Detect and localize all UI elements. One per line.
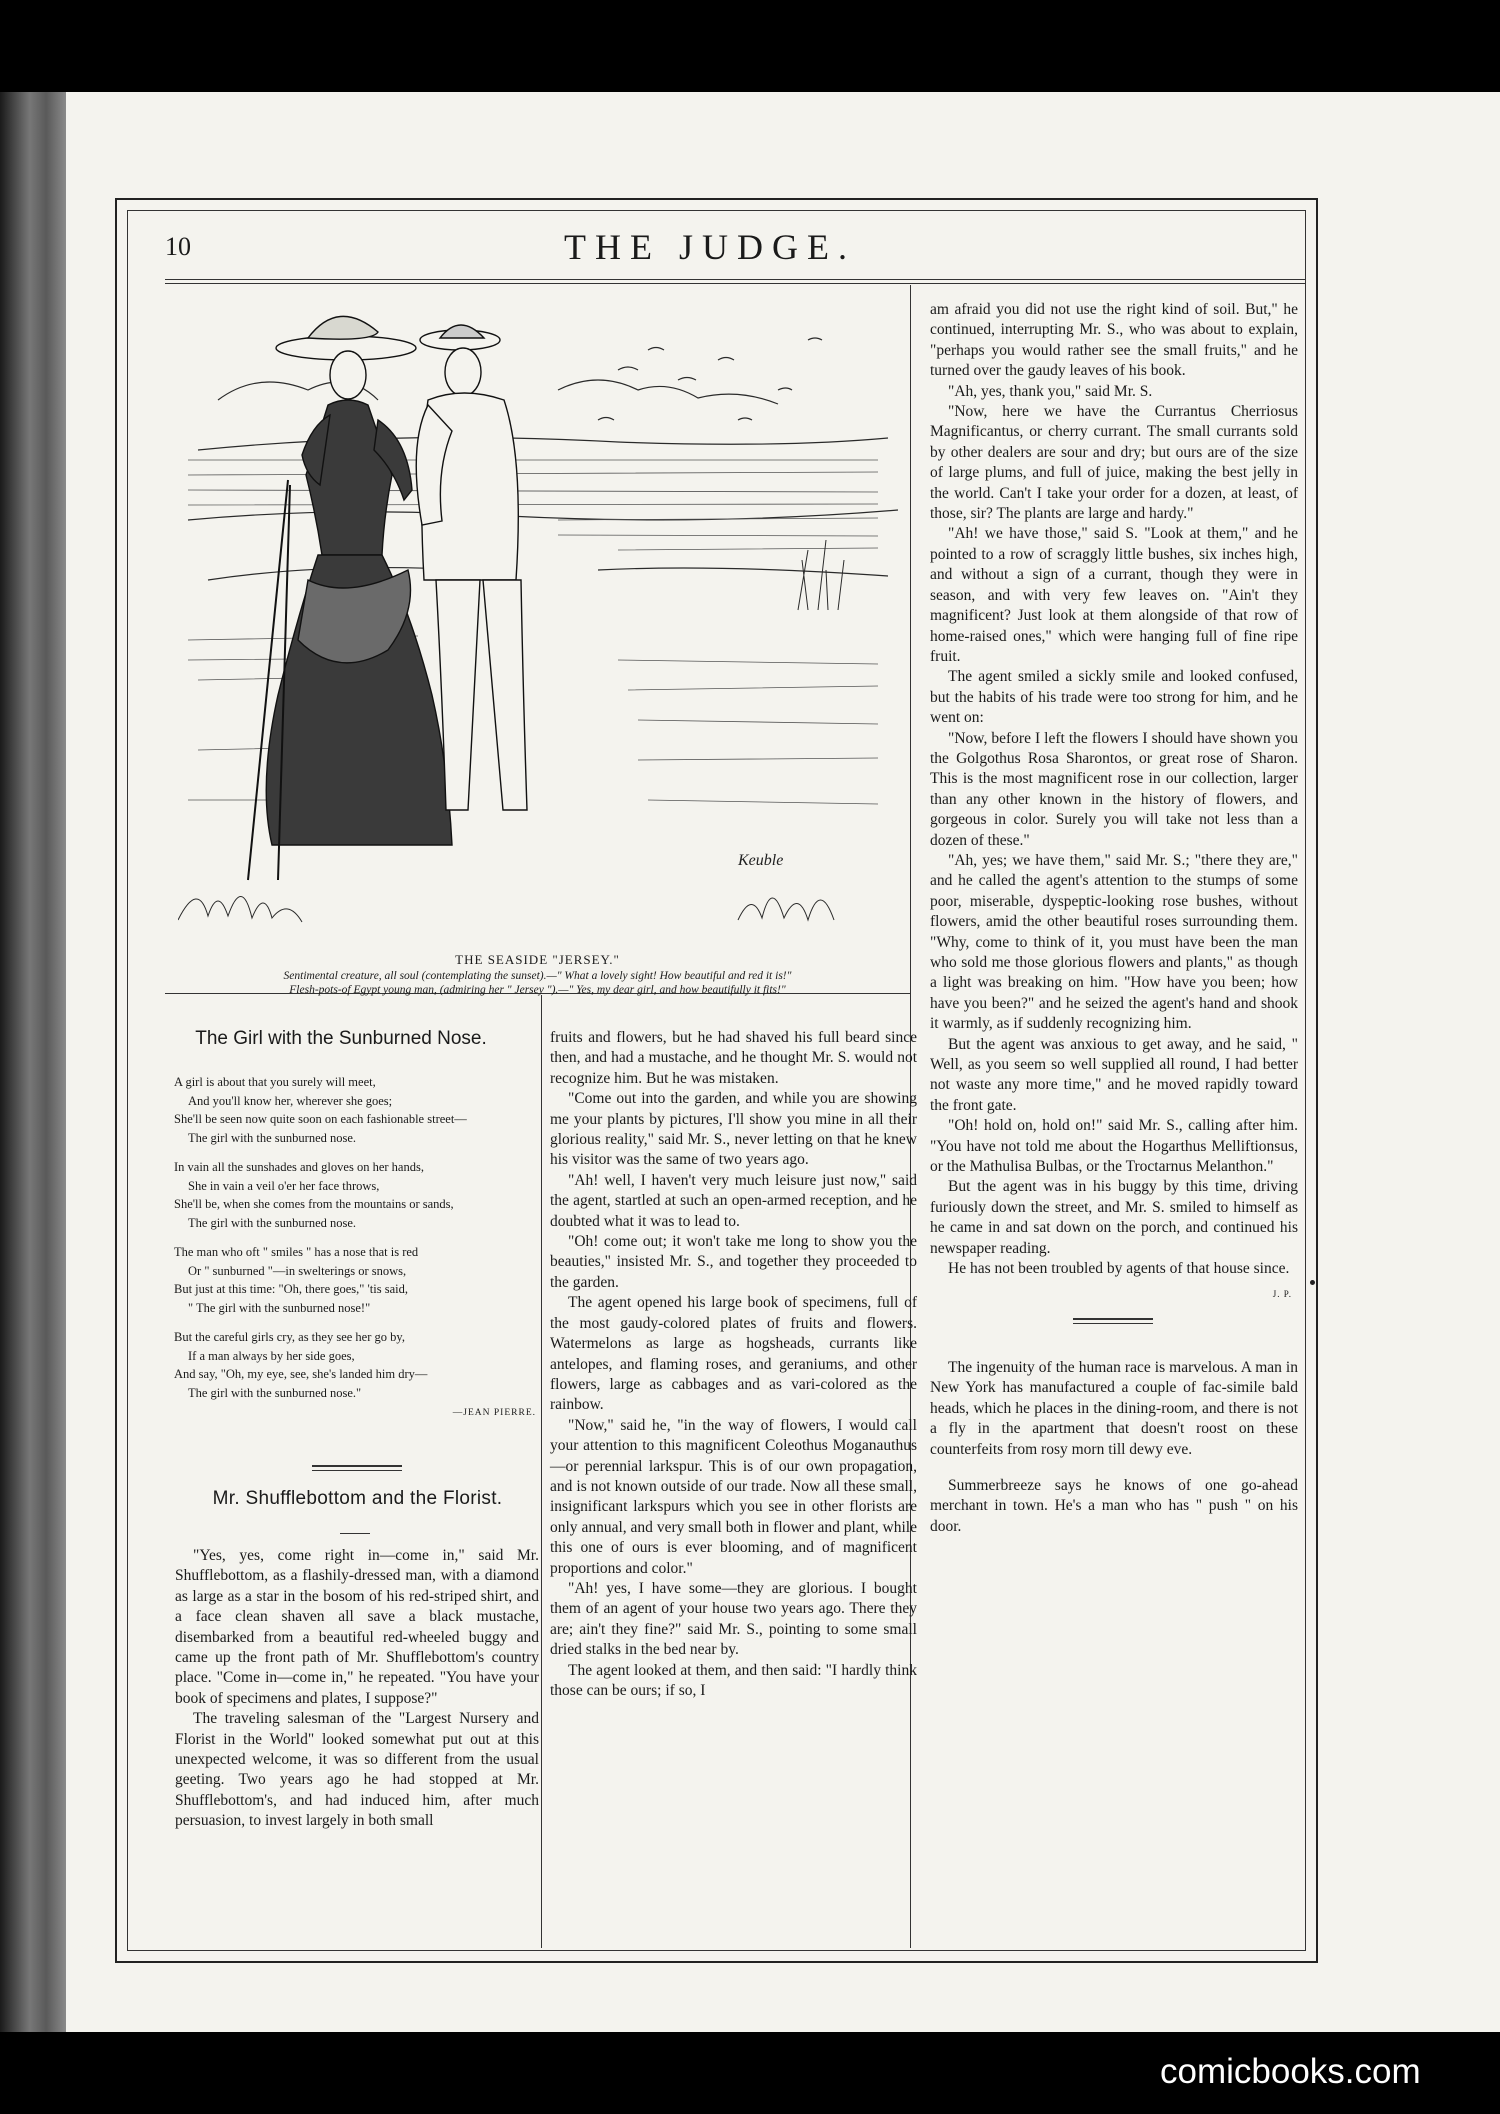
story-column-2 — [550, 1028, 917, 1701]
story-paragraph: He has not been troubled by agents of that house since. — [948, 1260, 1290, 1278]
story-paragraph: The traveling salesman of the "Largest Nursery and Florist in the World" looked somewhat put out at this unexpected welcome, it was so different from the usual geeting. Two years ago he had stopped at Mr. Shufflebottom's, and had induced him, after much persuasion, to invest largely in both small — [175, 1710, 539, 1830]
story-paragraph: "Oh! hold on, hold on!" said Mr. S., calling after him. "You have not told me about the Hogarthus Melliftionsus, or the Mathulisa Bulbas, or the Troctarnus Melanthon." — [930, 1117, 1298, 1176]
poem-body — [174, 1073, 536, 1434]
poem-line: " The girl with the sunburned nose!" — [188, 1300, 371, 1315]
poem-line: The man who oft " smiles " has a nose that is red — [174, 1245, 419, 1259]
poem-line: In vain all the sunshades and gloves on her hands, — [174, 1160, 424, 1174]
story-paragraph: fruits and flowers, but he had shaved his full beard since then, and had a mustache, and he thought Mr. S. would not recognize him. But he was mistaken. — [550, 1029, 917, 1087]
poem-line: But just at this time: "Oh, there goes," 'tis said, — [174, 1282, 408, 1296]
story-paragraph: But the agent was in his buggy by this time, driving furiously down the street, and Mr. S. smiled to himself as he came in and sat down on the porch, and continued his newspaper reading. — [930, 1178, 1298, 1257]
section-divider-thin — [312, 1470, 402, 1471]
story-paragraph: "Ah! well, I haven't very much leisure just now," said the agent, startled at such an open-armed reception, and he doubted what it was to lead to. — [550, 1171, 917, 1230]
story-paragraph: The agent opened his large book of specimens, full of the most gaudy-colored plates of fruits and flowers. Watermelons as large as hogsheads, currants like antelopes, and flaming roses, and geraniums, and other flowers, large as cabbages and as vari-colored as the rainbow. — [550, 1294, 917, 1414]
title-dash — [340, 1533, 370, 1534]
poem-title: The Girl with the Sunburned Nose. — [195, 1028, 487, 1049]
section-divider — [312, 1465, 402, 1467]
illustration-caption-title: THE SEASIDE "JERSEY." — [455, 952, 620, 967]
watermark-text: comicbooks.com — [1160, 2052, 1421, 2091]
poem-stanza — [174, 1243, 536, 1317]
poem-line: Or " sunburned "—in swelterings or snows, — [188, 1263, 407, 1278]
poem-line: If a man always by her side goes, — [188, 1348, 355, 1363]
story-paragraph: "Now, before I left the flowers I should have shown you the Golgothus Rosa Sharontos, or great rose of Sharon. This is the most magnificent rose in our collection, larger than any other known in the history of flowers, and gorgeous in color. Surely you will take not less than a dozen of these." — [930, 729, 1298, 849]
news-item-bald-heads: The ingenuity of the human race is marvelous. A man in New York has manufactured a couple of fac-simile bald heads, which he places in the dining-room, and there is not a fly in the apartment that doesn't roost on these counterfeits from rosy morn till dewy eve. — [930, 1358, 1298, 1458]
news-item-summerbreeze: Summerbreeze says he knows of one go-ahead merchant in town. He's a man who has " push " on his door. — [930, 1476, 1298, 1535]
poem-signature: —JEAN PIERRE. — [452, 1408, 536, 1418]
story-paragraph: "Now," said he, "in the way of flowers, I would call your attention to this magnificent Coleothus Moganauthus—or perennial larkspur. This is of our own propagation, and is not known outside of our trade. Now all these small, insignificant larkspurs which you see in other florists are only annual, and very small both in flower and plant, while this one of ours is ever blooming, and of magnificent proportions and color." — [550, 1416, 917, 1577]
page-number: 10 — [165, 232, 191, 261]
story-paragraph: "Ah! yes, I have some—they are glorious. I bought them of an agent of your house two years ago. There they are; ain't they fine?" said Mr. S., pointing to some small dried stalks in the bed near by. — [550, 1579, 917, 1659]
story-paragraph: "Ah, yes; we have them," said Mr. S.; "there they are," and he called the agent's attention to the stumps of some poor, miserable, dyspeptic-looking rose bushes, without flowers, amid the other beautiful roses surrounding them. "Why, come to think of it, you must have been the man who sold me those glorious flowers and plants," as though a light was breaking on him. "How have you been; how have you been?" and he seized the agent's hand and shook it warmly, as if suddenly recognizing him. — [930, 851, 1298, 1033]
poem-line: The girl with the sunburned nose." — [188, 1385, 362, 1400]
poem-line: She'll be, when she comes from the mountains or sands, — [174, 1197, 454, 1211]
section-divider — [930, 1312, 1298, 1334]
seaside-jersey-illustration — [178, 280, 898, 945]
poem-stanza — [174, 1158, 536, 1232]
story-paragraph: "Now, here we have the Currantus Cherriosus Magnificantus, or cherry currant. The small currants sold by other dealers are sour and dry; but ours are of the size of large plums, and full of juice, making the best jelly in the world. Can't I take your order for a dozen, at least, of those, sir? The plants are large and hardy." — [930, 403, 1298, 523]
story-paragraph: "Ah! we have those," said S. "Look at them," and he pointed to a row of scraggly little bushes, six inches high, and without a sign of a currant, though they were in season, and with very few leaves on. "Ain't they magnificent? Just look at them alongside of that row of home-raised ones," which were hanging full of fine ripe fruit. — [930, 525, 1298, 665]
story-column-1 — [175, 1546, 539, 1832]
stray-mark — [1310, 1280, 1315, 1285]
poem-line: She'll be seen now quite soon on each fashionable street— — [174, 1112, 467, 1126]
story-paragraph: The agent smiled a sickly smile and looked confused, but the habits of his trade were too strong for him, and he went on: — [930, 668, 1298, 727]
story-signature: J. P. — [1272, 1288, 1292, 1299]
poem-line: But the careful girls cry, as they see her go by, — [174, 1330, 405, 1344]
story-paragraph: But the agent was anxious to get away, and he said, " Well, as you seem so well supplied all round, I had better not waste any more time," and he moved rapidly toward the front gate. — [930, 1035, 1298, 1114]
poem-line: The girl with the sunburned nose. — [188, 1215, 357, 1230]
story-paragraph: "Oh! come out; it won't take me long to show you the beauties," insisted Mr. S., and together they proceeded to the garden. — [550, 1233, 917, 1291]
book-binding-edge — [0, 92, 66, 2032]
poem-line: And you'll know her, wherever she goes; — [188, 1093, 393, 1108]
artist-signature: Keuble — [738, 852, 784, 869]
poem-stanza — [174, 1073, 536, 1147]
story-paragraph: The agent looked at them, and then said: "I hardly think those can be ours; if so, I — [550, 1661, 917, 1699]
column-rule-middle — [541, 995, 542, 1948]
poem-stanza — [174, 1328, 536, 1423]
masthead-title: THE JUDGE. — [564, 227, 856, 267]
story-paragraph: "Come out into the garden, and while you are showing me your plants by pictures, I'll show you mine in all their glorious reality," said Mr. S., never letting on that he knew his visitor was the same of two years ago. — [550, 1090, 917, 1169]
poem-line: The girl with the sunburned nose. — [188, 1130, 357, 1145]
poem-line: She in vain a veil o'er her face throws, — [188, 1178, 380, 1193]
story-paragraph: "Yes, yes, come right in—come in," said Mr. Shufflebottom, as a flashily-dressed man, with a diamond as large as a star in the bosom of his red-striped shirt, and a face clean shaven all save a black mustache, disembarked from a beautiful red-wheeled buggy and came up the front path of Mr. Shufflebottom's country place. "Come in—come in," he repeated. "You have your book of specimens and plates, I suppose?" — [175, 1547, 539, 1707]
poem-line: A girl is about that you surely will meet, — [174, 1075, 376, 1089]
story-paragraph: am afraid you did not use the right kind of soil. But," he continued, interrupting Mr. S., who was about to explain, "perhaps you would rather see the small fruits," and he turned over the gaudy leaves of his book. — [930, 301, 1298, 380]
illustration-caption-line-2: Flesh-pots-of Egypt young man, (admiring her " Jersey ").—" Yes, my dear girl, and how beautifully it fits!" — [289, 984, 786, 996]
story-title: Mr. Shufflebottom and the Florist. — [212, 1488, 503, 1509]
story-column-3 — [930, 300, 1298, 1537]
poem-line: And say, "Oh, my eye, see, she's landed him dry— — [174, 1367, 428, 1381]
illustration-caption-line-1: Sentimental creature, all soul (contemplating the sunset).—" What a lovely sight! How beautiful and red it is!" — [283, 970, 792, 982]
story-paragraph: "Ah, yes, thank you," said Mr. S. — [948, 382, 1153, 400]
